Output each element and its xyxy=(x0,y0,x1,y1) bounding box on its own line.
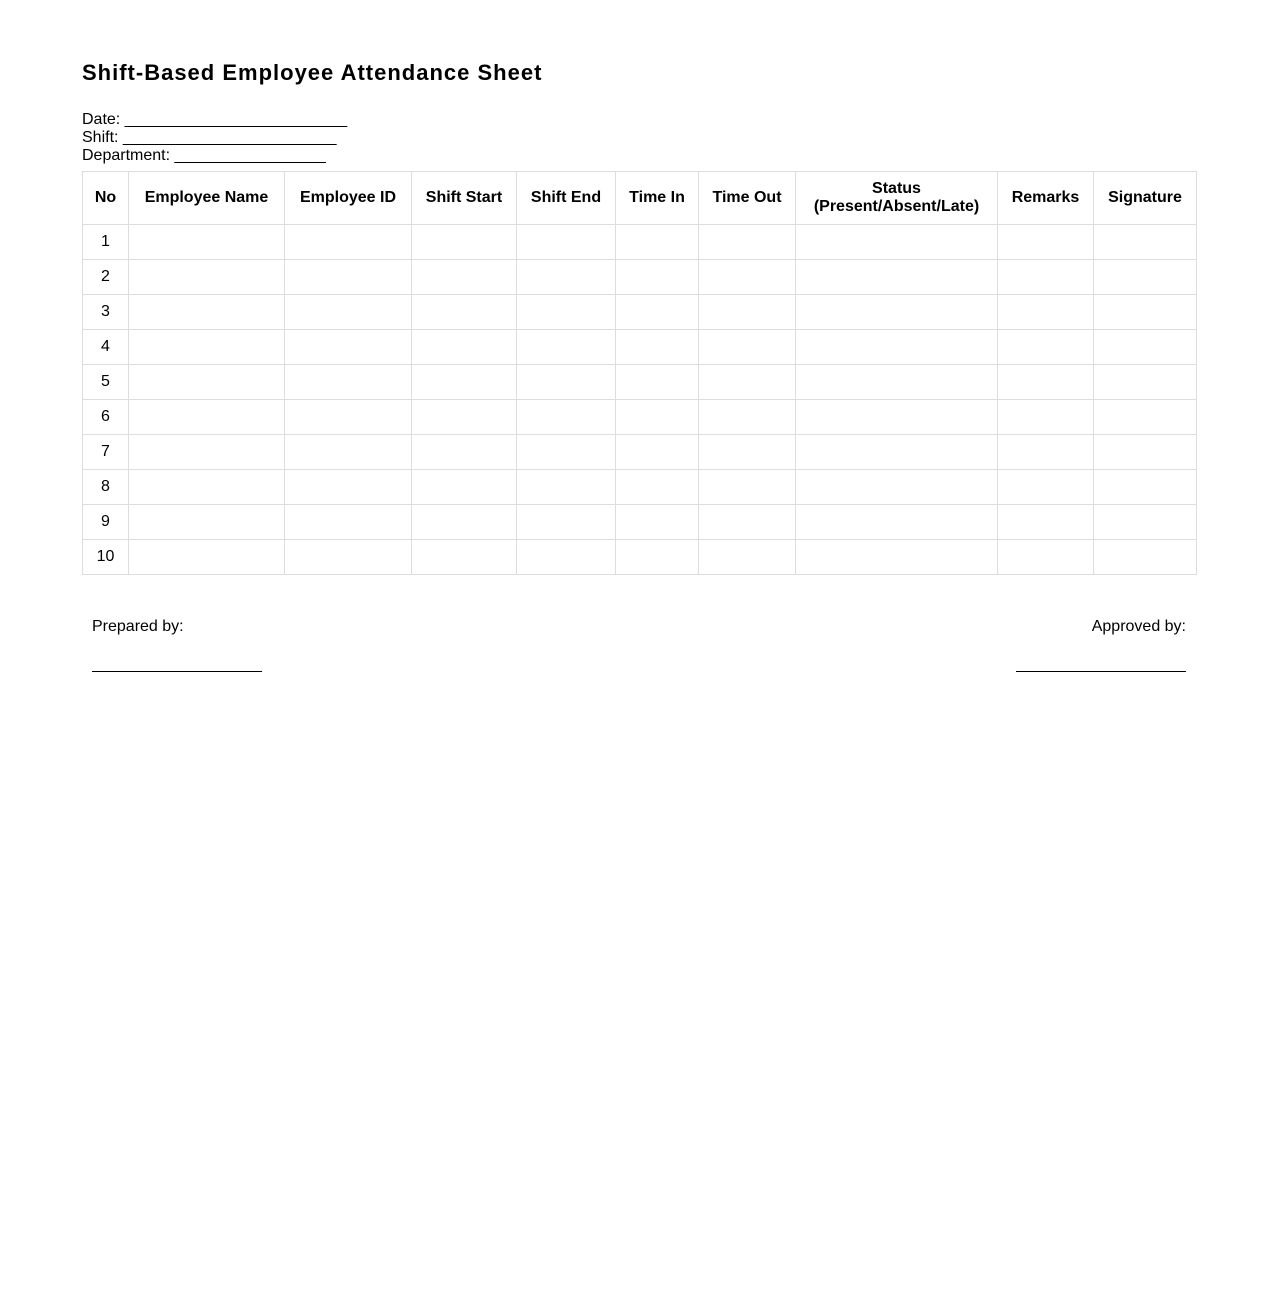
approved-by-signature-line[interactable] xyxy=(1016,670,1186,672)
cell-shift-start[interactable] xyxy=(412,505,517,540)
table-row xyxy=(83,540,1197,575)
cell-no: 3 xyxy=(83,295,129,330)
cell-no: 6 xyxy=(83,400,129,435)
cell-status[interactable] xyxy=(796,260,998,295)
cell-time-in[interactable] xyxy=(616,225,699,260)
cell-employee-id[interactable] xyxy=(285,400,412,435)
cell-shift-start[interactable] xyxy=(412,330,517,365)
page-title: Shift-Based Employee Attendance Sheet xyxy=(82,60,543,85)
cell-time-out[interactable] xyxy=(699,505,796,540)
col-status-label: Status xyxy=(872,180,921,197)
cell-employee-name[interactable] xyxy=(129,365,285,400)
cell-shift-start[interactable] xyxy=(412,540,517,575)
table-row xyxy=(83,225,1197,260)
cell-signature[interactable] xyxy=(1094,540,1197,575)
cell-time-out[interactable] xyxy=(699,365,796,400)
cell-shift-end[interactable] xyxy=(517,260,616,295)
cell-employee-name[interactable] xyxy=(129,260,285,295)
cell-employee-name[interactable] xyxy=(129,435,285,470)
cell-time-in[interactable] xyxy=(616,330,699,365)
col-status xyxy=(796,172,998,225)
cell-time-in[interactable] xyxy=(616,365,699,400)
cell-shift-start[interactable] xyxy=(412,295,517,330)
col-signature: Signature xyxy=(1094,172,1197,225)
cell-no: 4 xyxy=(83,330,129,365)
cell-shift-end[interactable] xyxy=(517,365,616,400)
cell-time-out[interactable] xyxy=(699,470,796,505)
cell-signature[interactable] xyxy=(1094,400,1197,435)
cell-remarks[interactable] xyxy=(998,435,1094,470)
col-status-options: (Present/Absent/Late) xyxy=(813,198,980,215)
cell-time-in[interactable] xyxy=(616,470,699,505)
prepared-by-signature-line[interactable] xyxy=(92,670,262,672)
cell-shift-start[interactable] xyxy=(412,400,517,435)
cell-status[interactable] xyxy=(796,470,998,505)
cell-employee-id[interactable] xyxy=(285,435,412,470)
cell-remarks[interactable] xyxy=(998,505,1094,540)
cell-status[interactable] xyxy=(796,435,998,470)
cell-employee-id[interactable] xyxy=(285,260,412,295)
cell-remarks[interactable] xyxy=(998,400,1094,435)
cell-shift-end[interactable] xyxy=(517,435,616,470)
cell-remarks[interactable] xyxy=(998,470,1094,505)
cell-signature[interactable] xyxy=(1094,435,1197,470)
cell-no: 8 xyxy=(83,470,129,505)
cell-shift-end[interactable] xyxy=(517,470,616,505)
table-row xyxy=(83,400,1197,435)
col-shift-start: Shift Start xyxy=(412,172,517,225)
cell-shift-end[interactable] xyxy=(517,225,616,260)
table-row xyxy=(83,505,1197,540)
col-employee-name: Employee Name xyxy=(129,172,285,225)
cell-employee-name[interactable] xyxy=(129,540,285,575)
cell-shift-end[interactable] xyxy=(517,540,616,575)
date-field[interactable]: Date: _________________________ xyxy=(82,111,348,128)
cell-status[interactable] xyxy=(796,295,998,330)
cell-time-in[interactable] xyxy=(616,400,699,435)
cell-employee-name[interactable] xyxy=(129,295,285,330)
col-remarks: Remarks xyxy=(998,172,1094,225)
cell-employee-id[interactable] xyxy=(285,295,412,330)
cell-shift-end[interactable] xyxy=(517,400,616,435)
prepared-by-label: Prepared by: xyxy=(92,618,184,635)
cell-shift-start[interactable] xyxy=(412,470,517,505)
table-row xyxy=(83,365,1197,400)
cell-remarks[interactable] xyxy=(998,295,1094,330)
cell-employee-id[interactable] xyxy=(285,330,412,365)
cell-signature[interactable] xyxy=(1094,365,1197,400)
cell-shift-start[interactable] xyxy=(412,435,517,470)
cell-no: 10 xyxy=(83,540,129,575)
cell-status[interactable] xyxy=(796,225,998,260)
cell-employee-name[interactable] xyxy=(129,330,285,365)
cell-time-in[interactable] xyxy=(616,260,699,295)
cell-signature[interactable] xyxy=(1094,295,1197,330)
sheet-meta xyxy=(82,111,1196,165)
attendance-table xyxy=(82,171,1197,575)
table-row xyxy=(83,435,1197,470)
cell-time-in[interactable] xyxy=(616,435,699,470)
cell-status[interactable] xyxy=(796,540,998,575)
attendance-sheet xyxy=(82,58,1196,575)
cell-remarks[interactable] xyxy=(998,260,1094,295)
cell-employee-id[interactable] xyxy=(285,225,412,260)
cell-signature[interactable] xyxy=(1094,505,1197,540)
cell-no: 2 xyxy=(83,260,129,295)
cell-signature[interactable] xyxy=(1094,260,1197,295)
cell-remarks[interactable] xyxy=(998,365,1094,400)
cell-time-out[interactable] xyxy=(699,225,796,260)
cell-employee-name[interactable] xyxy=(129,505,285,540)
col-shift-end: Shift End xyxy=(517,172,616,225)
cell-employee-id[interactable] xyxy=(285,505,412,540)
cell-time-out[interactable] xyxy=(699,540,796,575)
cell-employee-id[interactable] xyxy=(285,470,412,505)
cell-shift-end[interactable] xyxy=(517,330,616,365)
cell-shift-start[interactable] xyxy=(412,365,517,400)
col-time-out: Time Out xyxy=(699,172,796,225)
cell-time-out[interactable] xyxy=(699,295,796,330)
cell-no: 5 xyxy=(83,365,129,400)
cell-time-in[interactable] xyxy=(616,540,699,575)
cell-time-out[interactable] xyxy=(699,330,796,365)
table-header-row xyxy=(83,172,1197,225)
approved-by-label: Approved by: xyxy=(1091,618,1186,635)
cell-remarks[interactable] xyxy=(998,330,1094,365)
cell-status[interactable] xyxy=(796,400,998,435)
cell-remarks[interactable] xyxy=(998,540,1094,575)
cell-employee-id[interactable] xyxy=(285,540,412,575)
cell-no: 9 xyxy=(83,505,129,540)
cell-no: 1 xyxy=(83,225,129,260)
cell-time-in[interactable] xyxy=(616,505,699,540)
col-time-in: Time In xyxy=(616,172,699,225)
cell-no: 7 xyxy=(83,435,129,470)
cell-time-out[interactable] xyxy=(699,260,796,295)
table-row xyxy=(83,330,1197,365)
cell-time-in[interactable] xyxy=(616,295,699,330)
prepared-by-block xyxy=(92,618,262,672)
table-row xyxy=(83,295,1197,330)
cell-status[interactable] xyxy=(796,365,998,400)
cell-signature[interactable] xyxy=(1094,330,1197,365)
col-employee-id: Employee ID xyxy=(285,172,412,225)
cell-shift-end[interactable] xyxy=(517,505,616,540)
cell-employee-name[interactable] xyxy=(129,400,285,435)
department-field[interactable]: Department: _________________ xyxy=(82,147,326,164)
cell-signature[interactable] xyxy=(1094,470,1197,505)
cell-shift-end[interactable] xyxy=(517,295,616,330)
approved-by-block xyxy=(1016,618,1186,672)
cell-signature[interactable] xyxy=(1094,225,1197,260)
cell-status[interactable] xyxy=(796,505,998,540)
cell-employee-id[interactable] xyxy=(285,365,412,400)
shift-field[interactable]: Shift: ________________________ xyxy=(82,129,337,146)
col-no: No xyxy=(83,172,129,225)
table-row xyxy=(83,260,1197,295)
cell-shift-start[interactable] xyxy=(412,260,517,295)
cell-status[interactable] xyxy=(796,330,998,365)
cell-time-out[interactable] xyxy=(699,435,796,470)
cell-shift-start[interactable] xyxy=(412,225,517,260)
cell-employee-name[interactable] xyxy=(129,225,285,260)
cell-time-out[interactable] xyxy=(699,400,796,435)
cell-employee-name[interactable] xyxy=(129,470,285,505)
cell-remarks[interactable] xyxy=(998,225,1094,260)
table-row xyxy=(83,470,1197,505)
